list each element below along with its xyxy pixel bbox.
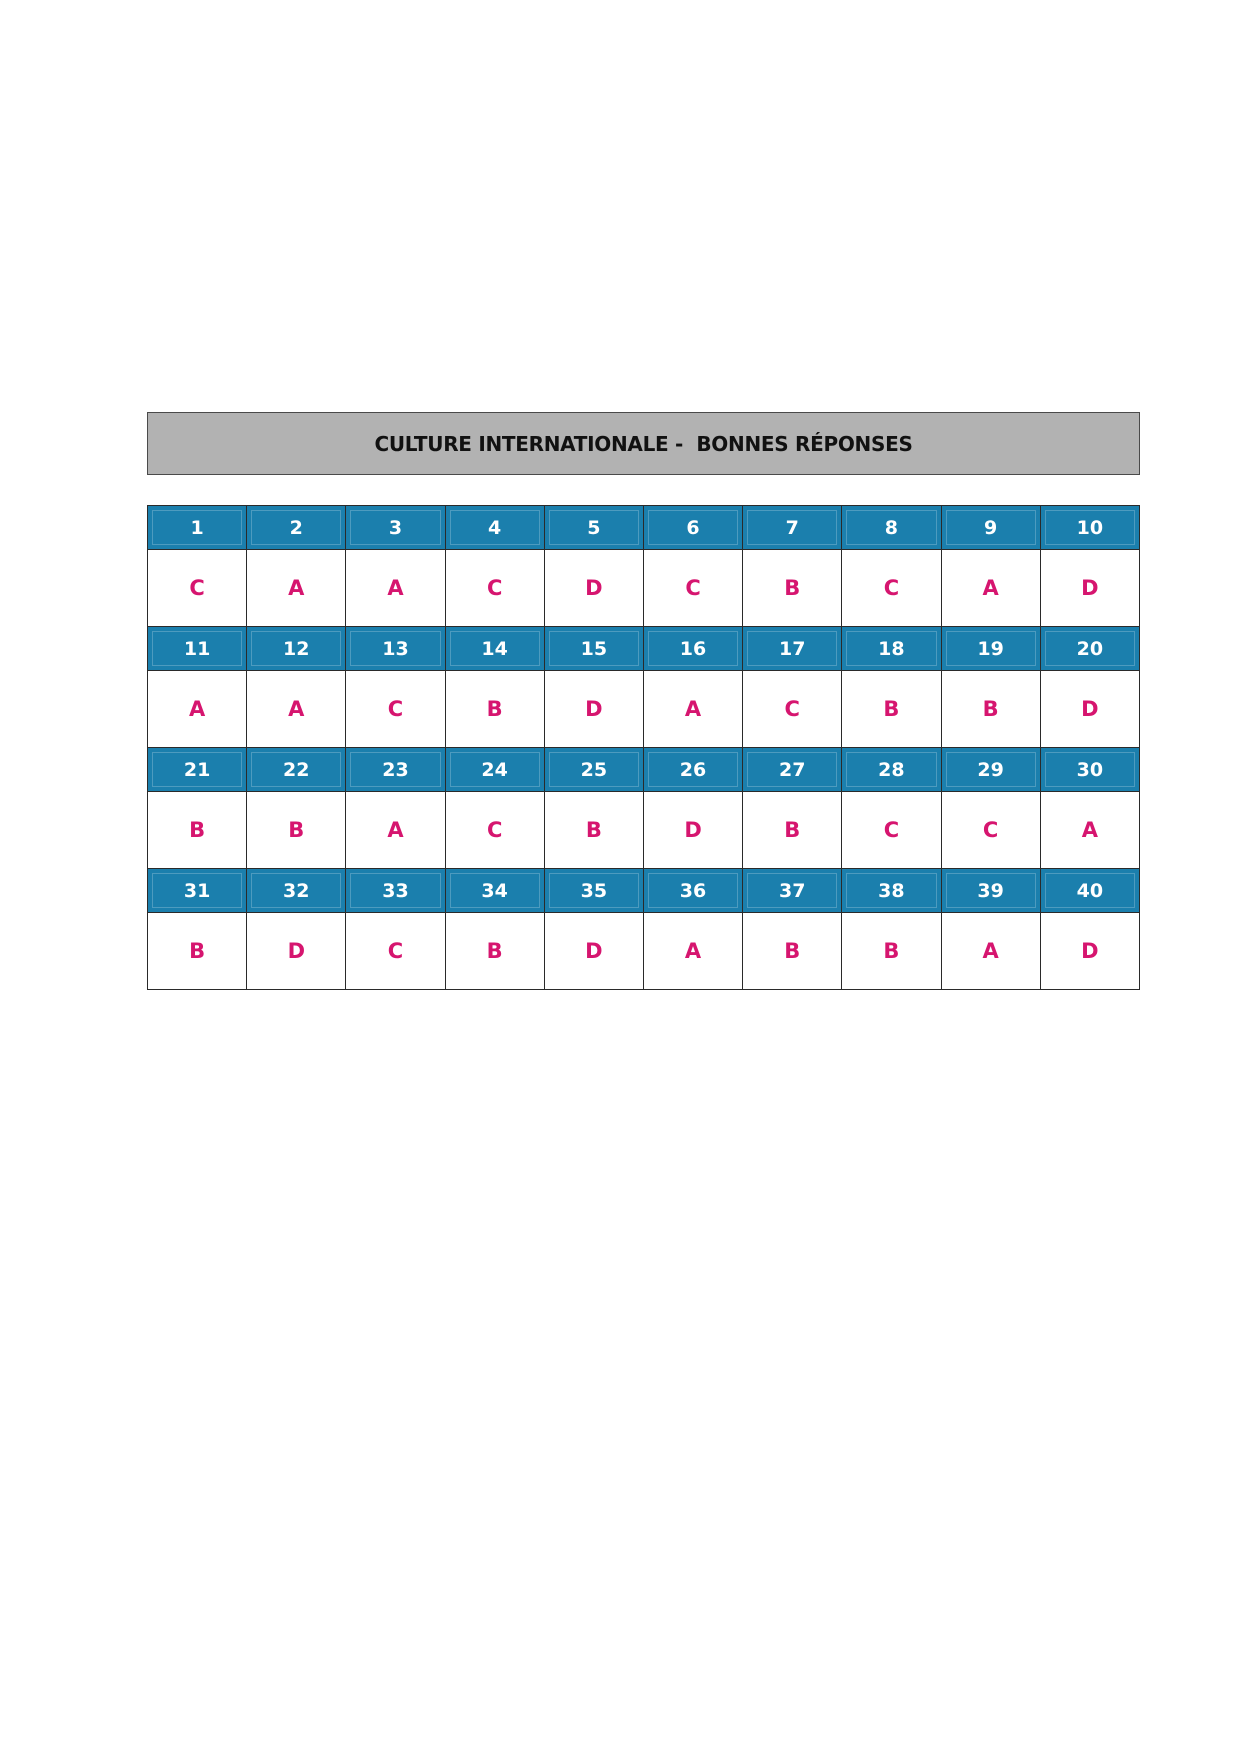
answer-cell: C bbox=[346, 671, 445, 748]
question-number-cell: 34 bbox=[445, 869, 544, 913]
question-number-cell: 17 bbox=[743, 627, 842, 671]
answer-cell: A bbox=[643, 913, 742, 990]
answer-cell: A bbox=[346, 550, 445, 627]
answer-cell: A bbox=[643, 671, 742, 748]
answer-cell: C bbox=[842, 550, 941, 627]
question-number-cell: 24 bbox=[445, 748, 544, 792]
question-number-cell: 10 bbox=[1040, 506, 1139, 550]
question-number-cell: 32 bbox=[247, 869, 346, 913]
question-number-cell: 2 bbox=[247, 506, 346, 550]
question-number-cell: 25 bbox=[544, 748, 643, 792]
title-banner bbox=[147, 412, 1140, 475]
question-number-row bbox=[148, 506, 1140, 550]
answer-cell: B bbox=[445, 671, 544, 748]
question-number-cell: 23 bbox=[346, 748, 445, 792]
question-number-row bbox=[148, 627, 1140, 671]
answer-cell: C bbox=[643, 550, 742, 627]
question-number-cell: 18 bbox=[842, 627, 941, 671]
answer-cell: D bbox=[1040, 913, 1139, 990]
answer-cell: A bbox=[247, 550, 346, 627]
question-number-cell: 15 bbox=[544, 627, 643, 671]
answer-cell: B bbox=[544, 792, 643, 869]
answer-cell: D bbox=[544, 913, 643, 990]
answer-cell: A bbox=[346, 792, 445, 869]
question-number-cell: 19 bbox=[941, 627, 1040, 671]
question-number-cell: 26 bbox=[643, 748, 742, 792]
question-number-cell: 7 bbox=[743, 506, 842, 550]
answer-row bbox=[148, 550, 1140, 627]
answer-cell: D bbox=[544, 550, 643, 627]
answer-cell: B bbox=[247, 792, 346, 869]
question-number-cell: 20 bbox=[1040, 627, 1139, 671]
answer-cell: C bbox=[842, 792, 941, 869]
question-number-cell: 6 bbox=[643, 506, 742, 550]
question-number-cell: 22 bbox=[247, 748, 346, 792]
question-number-cell: 28 bbox=[842, 748, 941, 792]
question-number-cell: 36 bbox=[643, 869, 742, 913]
question-number-cell: 4 bbox=[445, 506, 544, 550]
question-number-cell: 39 bbox=[941, 869, 1040, 913]
answer-cell: C bbox=[346, 913, 445, 990]
question-number-cell: 1 bbox=[148, 506, 247, 550]
question-number-cell: 33 bbox=[346, 869, 445, 913]
question-number-cell: 29 bbox=[941, 748, 1040, 792]
question-number-cell: 13 bbox=[346, 627, 445, 671]
question-number-cell: 30 bbox=[1040, 748, 1139, 792]
question-number-cell: 9 bbox=[941, 506, 1040, 550]
question-number-cell: 11 bbox=[148, 627, 247, 671]
answer-cell: B bbox=[743, 913, 842, 990]
question-number-cell: 27 bbox=[743, 748, 842, 792]
question-number-cell: 12 bbox=[247, 627, 346, 671]
answer-cell: D bbox=[1040, 550, 1139, 627]
answer-cell: A bbox=[941, 550, 1040, 627]
question-number-cell: 21 bbox=[148, 748, 247, 792]
answer-cell: B bbox=[941, 671, 1040, 748]
answer-row bbox=[148, 792, 1140, 869]
question-number-row bbox=[148, 869, 1140, 913]
answer-cell: B bbox=[743, 550, 842, 627]
answer-row bbox=[148, 671, 1140, 748]
answer-cell: C bbox=[941, 792, 1040, 869]
answer-cell: B bbox=[743, 792, 842, 869]
question-number-cell: 5 bbox=[544, 506, 643, 550]
answer-cell: C bbox=[445, 792, 544, 869]
question-number-cell: 3 bbox=[346, 506, 445, 550]
page-title: CULTURE INTERNATIONALE - BONNES RÉPONSES bbox=[374, 431, 913, 456]
question-number-cell: 40 bbox=[1040, 869, 1139, 913]
question-number-cell: 37 bbox=[743, 869, 842, 913]
answer-cell: B bbox=[148, 913, 247, 990]
answer-cell: B bbox=[842, 671, 941, 748]
answer-cell: D bbox=[544, 671, 643, 748]
answer-cell: D bbox=[643, 792, 742, 869]
answer-cell: B bbox=[842, 913, 941, 990]
answer-row bbox=[148, 913, 1140, 990]
answer-key-table bbox=[147, 505, 1140, 990]
answer-cell: A bbox=[1040, 792, 1139, 869]
answer-cell: A bbox=[247, 671, 346, 748]
answer-cell: B bbox=[148, 792, 247, 869]
answer-cell: B bbox=[445, 913, 544, 990]
answer-cell: D bbox=[247, 913, 346, 990]
question-number-row bbox=[148, 748, 1140, 792]
answer-key-body bbox=[148, 506, 1140, 990]
answer-cell: A bbox=[941, 913, 1040, 990]
question-number-cell: 8 bbox=[842, 506, 941, 550]
answer-cell: A bbox=[148, 671, 247, 748]
answer-cell: C bbox=[743, 671, 842, 748]
question-number-cell: 16 bbox=[643, 627, 742, 671]
question-number-cell: 31 bbox=[148, 869, 247, 913]
question-number-cell: 14 bbox=[445, 627, 544, 671]
answer-cell: C bbox=[148, 550, 247, 627]
question-number-cell: 38 bbox=[842, 869, 941, 913]
answer-cell: D bbox=[1040, 671, 1139, 748]
answer-cell: C bbox=[445, 550, 544, 627]
question-number-cell: 35 bbox=[544, 869, 643, 913]
